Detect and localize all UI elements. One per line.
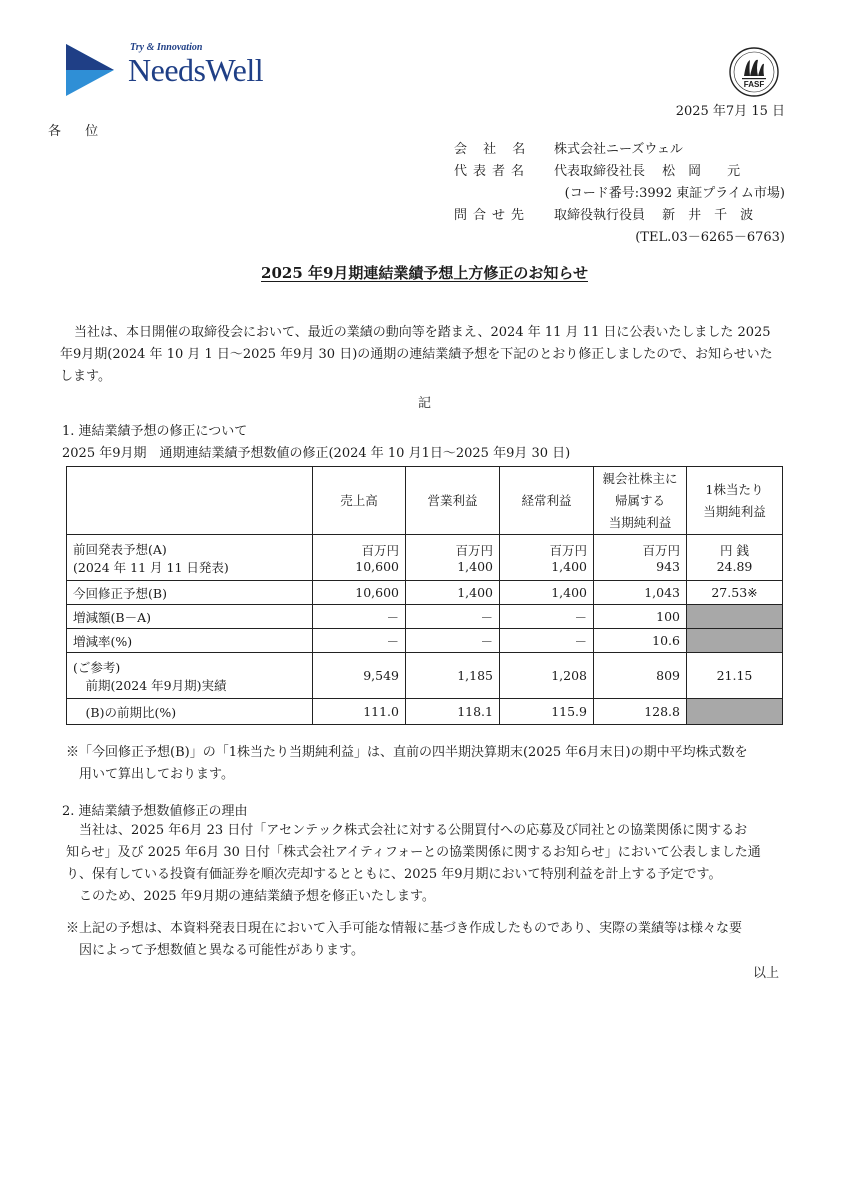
contact-tel: (TEL.03－6265－6763)	[635, 230, 785, 245]
disclaimer	[66, 918, 786, 962]
table-row	[67, 605, 783, 629]
section2-line: り、保有している投資有価証券を順次売却するとともに、2025 年9月期において特別利益を計上する予定です。	[66, 867, 722, 882]
table-row	[67, 535, 783, 581]
info-contact-row	[454, 206, 753, 226]
table-cell: －	[500, 605, 594, 629]
section2-body	[66, 820, 796, 908]
row-label: 増減率(%)	[67, 629, 313, 653]
col-header-ordinary-profit: 経常利益	[500, 467, 594, 535]
table-header-row	[67, 467, 783, 535]
table-row	[67, 581, 783, 605]
info-representative-row	[454, 162, 740, 182]
row-label: 今回修正予想(B)	[67, 581, 313, 605]
table-cell: 1,400	[500, 581, 594, 605]
section1-heading: 1. 連結業績予想の修正について	[62, 424, 248, 439]
col-header-net-income: 親会社株主に 帰属する 当期純利益	[594, 467, 687, 535]
row-label: 増減額(B－A)	[67, 605, 313, 629]
table-cell: 1,185	[406, 653, 500, 699]
table-cell: －	[500, 629, 594, 653]
table-footnote	[66, 742, 786, 786]
company-logo-mark	[66, 44, 114, 96]
table-header-blank	[67, 467, 313, 535]
table-cell: －	[406, 629, 500, 653]
info-label: 代表者名	[454, 164, 531, 179]
disclaimer-line: ※上記の予想は、本資料発表日現在において入手可能な情報に基づき作成したものであり、実際の業績等は様々な要	[66, 921, 743, 936]
intro-line: 当社は、本日開催の取締役会において、最近の業績の動向等を踏まえ、2024 年 11 月 11 日に公表いたしました 2025	[74, 325, 771, 340]
table-cell: 百万円 943	[594, 535, 687, 581]
addressee: 各 位	[48, 124, 109, 139]
row-label: (B)の前期比(%)	[67, 699, 313, 725]
section2-line: 知らせ」及び 2025 年6月 30 日付「株式会社アイティフォーとの協業関係に関するお知らせ」において公表しました通	[66, 845, 761, 860]
ki-marker: 記	[417, 396, 431, 411]
table-cell: 9,549	[313, 653, 406, 699]
table-cell: 1,208	[500, 653, 594, 699]
shaded-cell	[687, 629, 783, 653]
stock-code: (コード番号:3992 東証プライム市場)	[564, 186, 785, 201]
fasf-seal	[728, 46, 780, 98]
table-cell: 円 銭 24.89	[687, 535, 783, 581]
table-cell: 1,400	[406, 581, 500, 605]
table-cell: 1,043	[594, 581, 687, 605]
fasf-label: FASF	[743, 80, 765, 89]
table-cell: 百万円 10,600	[313, 535, 406, 581]
table-cell: 100	[594, 605, 687, 629]
table-row	[67, 629, 783, 653]
col-header-operating-profit: 営業利益	[406, 467, 500, 535]
intro-line: します。	[60, 369, 111, 384]
table-cell: 27.53※	[687, 581, 783, 605]
col-header-eps: 1株当たり 当期純利益	[687, 467, 783, 535]
logo-name: NeedsWell	[128, 52, 264, 88]
document-title: 2025 年9月期連結業績予想上方修正のお知らせ	[261, 264, 588, 282]
intro-line: 年9月期(2024 年 10 月 1 日～2025 年9月 30 日)の通期の連結業績予想を下記のとおり修正しましたので、お知らせいた	[60, 347, 773, 362]
info-label: 問合せ先	[454, 208, 531, 223]
shaded-cell	[687, 699, 783, 725]
logo-tagline: Try & Innovation	[130, 42, 203, 53]
contact-person: 取締役執行役員 新 井 千 波	[554, 208, 754, 223]
table-cell: 809	[594, 653, 687, 699]
table-cell: 10,600	[313, 581, 406, 605]
table-cell: －	[313, 605, 406, 629]
forecast-table	[66, 466, 783, 725]
table-cell: 21.15	[687, 653, 783, 699]
closing-mark: 以上	[752, 966, 779, 981]
table-cell: 128.8	[594, 699, 687, 725]
table-cell: 10.6	[594, 629, 687, 653]
table-cell: －	[313, 629, 406, 653]
representative: 代表取締役社長 松 岡 元	[554, 164, 741, 179]
disclaimer-line: 因によって予想数値と異なる可能性があります。	[66, 943, 364, 958]
row-label: 前回発表予想(A) (2024 年 11 月 11 日発表)	[67, 535, 313, 581]
fasf-seal-icon	[728, 46, 780, 98]
info-label: 会 社 名	[454, 142, 532, 157]
section2-line: 当社は、2025 年6月 23 日付「アセンテック株式会社に対する公開買付への応募及び同社との協業関係に関するお	[66, 823, 748, 838]
footnote-line: 用いて算出しております。	[66, 767, 234, 782]
table-cell: 百万円 1,400	[406, 535, 500, 581]
table-cell: 115.9	[500, 699, 594, 725]
row-label: (ご参考) 前期(2024 年9月期)実績	[67, 653, 313, 699]
col-header-sales: 売上高	[313, 467, 406, 535]
section1-subheading: 2025 年9月期 通期連結業績予想数値の修正(2024 年 10 月1日～2025 年9月 30 日)	[62, 446, 571, 461]
document-date: 2025 年7月 15 日	[675, 104, 785, 119]
table-row	[67, 653, 783, 699]
info-company-row	[454, 140, 683, 160]
table-cell: 百万円 1,400	[500, 535, 594, 581]
section2-line: このため、2025 年9月期の連結業績予想を修正いたします。	[66, 889, 435, 904]
intro-paragraph	[60, 322, 790, 388]
table-cell: －	[406, 605, 500, 629]
table-cell: 111.0	[313, 699, 406, 725]
footnote-line: ※「今回修正予想(B)」の「1株当たり当期純利益」は、直前の四半期決算期末(2025 年6月末日)の期中平均株式数を	[66, 745, 748, 760]
table-cell: 118.1	[406, 699, 500, 725]
shaded-cell	[687, 605, 783, 629]
table-row	[67, 699, 783, 725]
section2-heading: 2. 連結業績予想数値修正の理由	[62, 804, 248, 819]
company-name: 株式会社ニーズウェル	[554, 142, 683, 157]
